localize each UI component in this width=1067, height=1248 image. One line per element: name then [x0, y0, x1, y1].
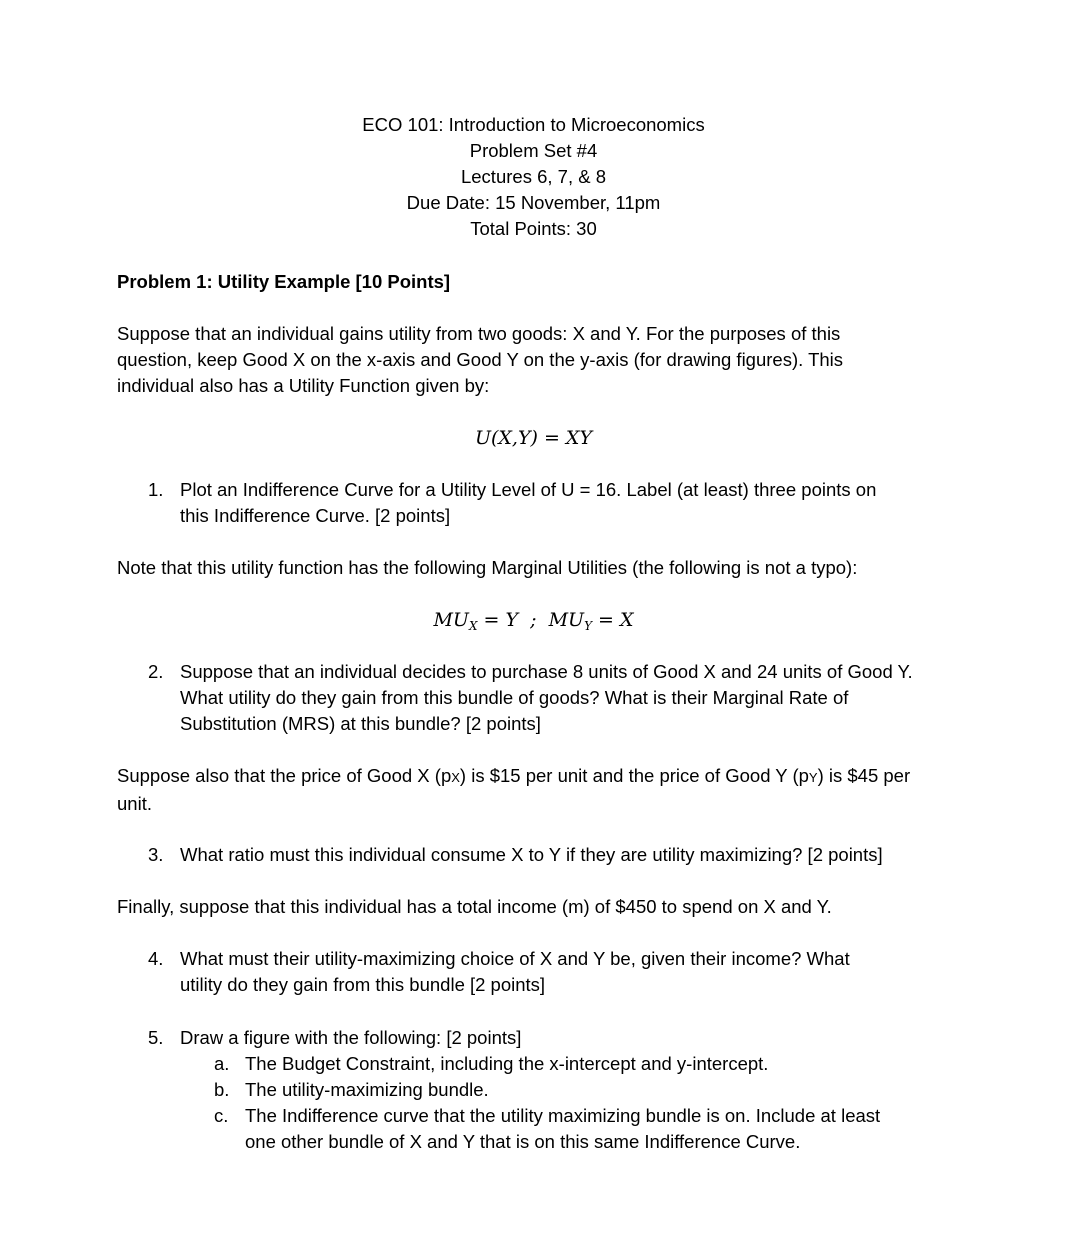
- intro-line: individual also has a Utility Function given by:: [117, 375, 490, 396]
- marginal-utilities-equation: [0, 607, 1067, 633]
- price-text: ) is $15 per unit and the price of Good Y (p: [459, 765, 809, 786]
- question-number: 1.: [148, 479, 164, 500]
- price-paragraph: [117, 763, 977, 817]
- price-subscript-x: X: [451, 770, 460, 785]
- problem-set-title: Problem Set #4: [469, 140, 598, 161]
- intro-paragraph: [117, 321, 977, 399]
- question-line: What must their utility-maximizing choice of X and Y be, given their income? What: [180, 948, 850, 969]
- question-line: What utility do they gain from this bundle of goods? What is their Marginal Rate of: [180, 687, 849, 708]
- marginal-utility-note: Note that this utility function has the following Marginal Utilities (the following is not a typo):: [117, 557, 858, 578]
- course-title: ECO 101: Introduction to Microeconomics: [362, 114, 705, 135]
- mu-y-rhs: = X: [591, 609, 634, 631]
- question-line: Draw a figure with the following: [2 points]: [180, 1027, 522, 1048]
- question-4: [148, 946, 968, 998]
- question-line: utility do they gain from this bundle [2 points]: [180, 974, 546, 995]
- question-1: [148, 477, 968, 529]
- question-2: [148, 659, 968, 737]
- price-text: Suppose also that the price of Good X (p: [117, 765, 452, 786]
- problem-heading: Problem 1: Utility Example [10 Points]: [117, 271, 451, 292]
- question-line: Plot an Indifference Curve for a Utility Level of U = 16. Label (at least) three points on: [180, 479, 877, 500]
- question-5-part-b: [214, 1077, 954, 1103]
- mu-x-rhs: = Y ;: [477, 609, 549, 631]
- part-text: The Budget Constraint, including the x-intercept and y-intercept.: [245, 1053, 769, 1074]
- mu-y-label: MU: [548, 609, 585, 631]
- question-5-part-a: [214, 1051, 954, 1077]
- question-number: 2.: [148, 661, 164, 682]
- price-line: [117, 763, 977, 791]
- part-letter: a.: [214, 1053, 230, 1074]
- mu-y-subscript: Y: [584, 619, 592, 633]
- mu-x-subscript: X: [468, 619, 478, 633]
- price-subscript-y: Y: [808, 770, 818, 785]
- question-line: this Indifference Curve. [2 points]: [180, 505, 451, 526]
- price-text: ) is $45 per: [817, 765, 911, 786]
- question-number: 4.: [148, 948, 164, 969]
- price-line: unit.: [117, 793, 152, 814]
- utility-function-equation: U(X,Y) = XY: [474, 427, 592, 449]
- part-letter: b.: [214, 1079, 230, 1100]
- question-number: 3.: [148, 844, 164, 865]
- question-line: Substitution (MRS) at this bundle? [2 points]: [180, 713, 541, 734]
- intro-line: Suppose that an individual gains utility from two goods: X and Y. For the purposes of this: [117, 323, 841, 344]
- mu-x-label: MU: [433, 609, 469, 631]
- question-5: [148, 1025, 968, 1051]
- question-line: What ratio must this individual consume X to Y if they are utility maximizing? [2 points]: [180, 844, 883, 865]
- question-number: 5.: [148, 1027, 164, 1048]
- part-letter: c.: [214, 1105, 229, 1126]
- intro-line: question, keep Good X on the x-axis and Good Y on the y-axis (for drawing figures). This: [117, 349, 844, 370]
- part-text: The Indifference curve that the utility maximizing bundle is on. Include at least: [245, 1105, 881, 1126]
- income-line: Finally, suppose that this individual has a total income (m) of $450 to spend on X and Y.: [117, 896, 832, 917]
- question-3: [148, 842, 968, 868]
- document-header: [0, 112, 1067, 242]
- part-text: one other bundle of X and Y that is on this same Indifference Curve.: [245, 1131, 801, 1152]
- total-points-line: Total Points: 30: [470, 218, 597, 239]
- question-line: Suppose that an individual decides to purchase 8 units of Good X and 24 units of Good Y.: [180, 661, 913, 682]
- lectures-line: Lectures 6, 7, & 8: [460, 166, 606, 187]
- question-5-part-c: [214, 1103, 954, 1155]
- part-text: The utility-maximizing bundle.: [245, 1079, 489, 1100]
- due-date-line: Due Date: 15 November, 11pm: [406, 192, 661, 213]
